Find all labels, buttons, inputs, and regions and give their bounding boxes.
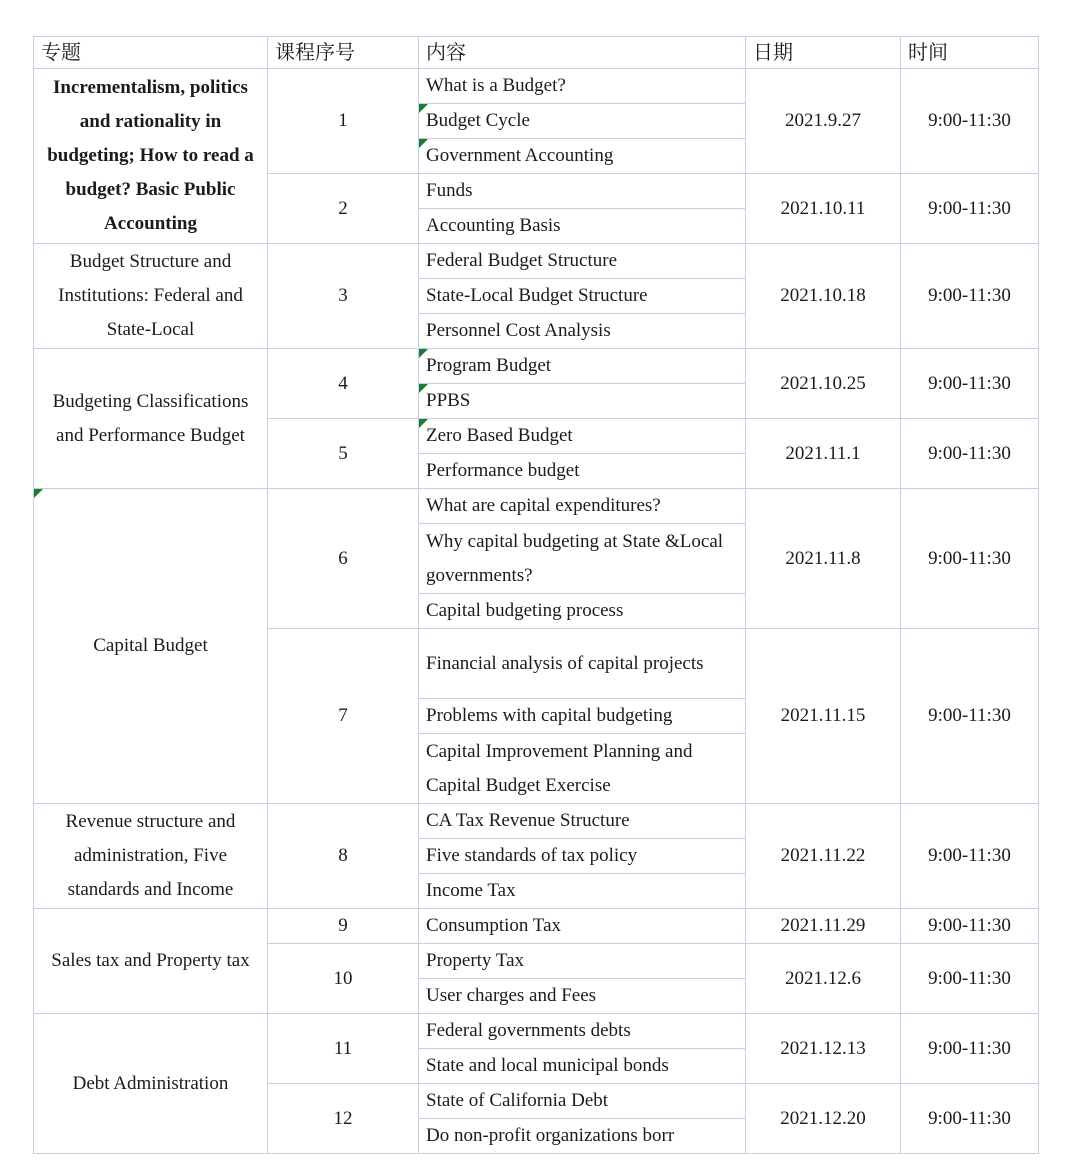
course-no-cell[interactable]: 7 xyxy=(268,629,419,804)
table-row xyxy=(34,489,1039,524)
content-cell[interactable] xyxy=(419,139,746,174)
course-no-cell[interactable]: 3 xyxy=(268,244,419,349)
course-no-cell[interactable]: 12 xyxy=(268,1084,419,1154)
table-row xyxy=(34,804,1039,839)
date-cell[interactable]: 2021.10.11 xyxy=(746,174,901,244)
course-no-cell[interactable]: 6 xyxy=(268,489,419,629)
content-cell[interactable]: Federal governments debts xyxy=(419,1014,746,1049)
content-cell[interactable]: Problems with capital budgeting xyxy=(419,699,746,734)
content-cell[interactable] xyxy=(419,384,746,419)
error-indicator-icon xyxy=(34,489,43,498)
course-no-cell[interactable]: 5 xyxy=(268,419,419,489)
content-text: Zero Based Budget xyxy=(426,425,573,446)
date-cell[interactable]: 2021.10.18 xyxy=(746,244,901,349)
content-cell[interactable]: Capital budgeting process xyxy=(419,594,746,629)
content-cell[interactable]: Income Tax xyxy=(419,874,746,909)
time-cell[interactable]: 9:00-11:30 xyxy=(901,804,1039,909)
course-no-cell[interactable]: 11 xyxy=(268,1014,419,1084)
header-content[interactable]: 内容 xyxy=(419,37,746,69)
content-text: Government Accounting xyxy=(426,145,614,166)
topic-cell[interactable]: Sales tax and Property tax xyxy=(34,909,268,1014)
time-cell[interactable]: 9:00-11:30 xyxy=(901,629,1039,804)
error-indicator-icon xyxy=(419,419,428,428)
error-indicator-icon xyxy=(419,349,428,358)
table-row xyxy=(34,69,1039,104)
date-cell[interactable]: 2021.12.13 xyxy=(746,1014,901,1084)
table-row xyxy=(34,909,1039,944)
course-no-cell[interactable]: 1 xyxy=(268,69,419,174)
topic-text: Capital Budget xyxy=(93,635,208,656)
content-cell[interactable]: Capital Improvement Planning and Capital Budget Exercise xyxy=(419,734,746,804)
time-cell[interactable]: 9:00-11:30 xyxy=(901,944,1039,1014)
content-text: Program Budget xyxy=(426,355,552,376)
time-cell[interactable]: 9:00-11:30 xyxy=(901,1014,1039,1084)
schedule-table xyxy=(33,36,1039,1154)
date-cell[interactable]: 2021.11.22 xyxy=(746,804,901,909)
header-row xyxy=(34,37,1039,69)
topic-cell[interactable]: Revenue structure and administration, Five standards and Income xyxy=(34,804,268,909)
time-cell[interactable]: 9:00-11:30 xyxy=(901,244,1039,349)
table-row xyxy=(34,349,1039,384)
content-cell[interactable]: Do non-profit organizations borr xyxy=(419,1119,746,1154)
content-cell[interactable] xyxy=(419,349,746,384)
time-cell[interactable]: 9:00-11:30 xyxy=(901,489,1039,629)
table-row xyxy=(34,244,1039,279)
table-row xyxy=(34,1014,1039,1049)
content-cell[interactable] xyxy=(419,419,746,454)
header-topic[interactable]: 专题 xyxy=(34,37,268,69)
content-cell[interactable]: Why capital budgeting at State &Local governments? xyxy=(419,524,746,594)
header-course-no[interactable]: 课程序号 xyxy=(268,37,419,69)
date-cell[interactable]: 2021.11.15 xyxy=(746,629,901,804)
content-cell[interactable]: Financial analysis of capital projects xyxy=(419,629,746,699)
topic-cell[interactable]: Budget Structure and Institutions: Federal and State-Local xyxy=(34,244,268,349)
date-cell[interactable]: 2021.10.25 xyxy=(746,349,901,419)
content-cell[interactable]: Five standards of tax policy xyxy=(419,839,746,874)
topic-cell[interactable]: Incrementalism, politics and rationality in budgeting; How to read a budget? Basic Public Accounting xyxy=(34,69,268,244)
time-cell[interactable]: 9:00-11:30 xyxy=(901,69,1039,174)
time-cell[interactable]: 9:00-11:30 xyxy=(901,174,1039,244)
date-cell[interactable]: 2021.11.8 xyxy=(746,489,901,629)
content-cell[interactable]: State-Local Budget Structure xyxy=(419,279,746,314)
content-cell[interactable]: Property Tax xyxy=(419,944,746,979)
content-cell[interactable]: Personnel Cost Analysis xyxy=(419,314,746,349)
course-no-cell[interactable]: 2 xyxy=(268,174,419,244)
content-text: Budget Cycle xyxy=(426,110,530,131)
header-date[interactable]: 日期 xyxy=(746,37,901,69)
time-cell[interactable]: 9:00-11:30 xyxy=(901,1084,1039,1154)
course-no-cell[interactable]: 10 xyxy=(268,944,419,1014)
content-cell[interactable]: What are capital expenditures? xyxy=(419,489,746,524)
content-cell[interactable]: State and local municipal bonds xyxy=(419,1049,746,1084)
content-cell[interactable]: What is a Budget? xyxy=(419,69,746,104)
course-schedule-sheet xyxy=(33,36,1039,1154)
date-cell[interactable]: 2021.11.29 xyxy=(746,909,901,944)
content-text: PPBS xyxy=(426,390,471,411)
header-time[interactable]: 时间 xyxy=(901,37,1039,69)
content-cell[interactable] xyxy=(419,104,746,139)
content-cell[interactable]: Funds xyxy=(419,174,746,209)
content-cell[interactable]: Federal Budget Structure xyxy=(419,244,746,279)
content-cell[interactable]: Performance budget xyxy=(419,454,746,489)
course-no-cell[interactable]: 4 xyxy=(268,349,419,419)
topic-cell[interactable]: Budgeting Classifications and Performance Budget xyxy=(34,349,268,489)
topic-cell[interactable] xyxy=(34,489,268,804)
topic-cell[interactable]: Debt Administration xyxy=(34,1014,268,1154)
time-cell[interactable]: 9:00-11:30 xyxy=(901,349,1039,419)
error-indicator-icon xyxy=(419,384,428,393)
content-cell[interactable]: Accounting Basis xyxy=(419,209,746,244)
date-cell[interactable]: 2021.12.6 xyxy=(746,944,901,1014)
content-cell[interactable]: State of California Debt xyxy=(419,1084,746,1119)
date-cell[interactable]: 2021.9.27 xyxy=(746,69,901,174)
date-cell[interactable]: 2021.11.1 xyxy=(746,419,901,489)
content-cell[interactable]: User charges and Fees xyxy=(419,979,746,1014)
date-cell[interactable]: 2021.12.20 xyxy=(746,1084,901,1154)
time-cell[interactable]: 9:00-11:30 xyxy=(901,909,1039,944)
course-no-cell[interactable]: 8 xyxy=(268,804,419,909)
content-cell[interactable]: Consumption Tax xyxy=(419,909,746,944)
content-cell[interactable]: CA Tax Revenue Structure xyxy=(419,804,746,839)
error-indicator-icon xyxy=(419,104,428,113)
error-indicator-icon xyxy=(419,139,428,148)
course-no-cell[interactable]: 9 xyxy=(268,909,419,944)
time-cell[interactable]: 9:00-11:30 xyxy=(901,419,1039,489)
